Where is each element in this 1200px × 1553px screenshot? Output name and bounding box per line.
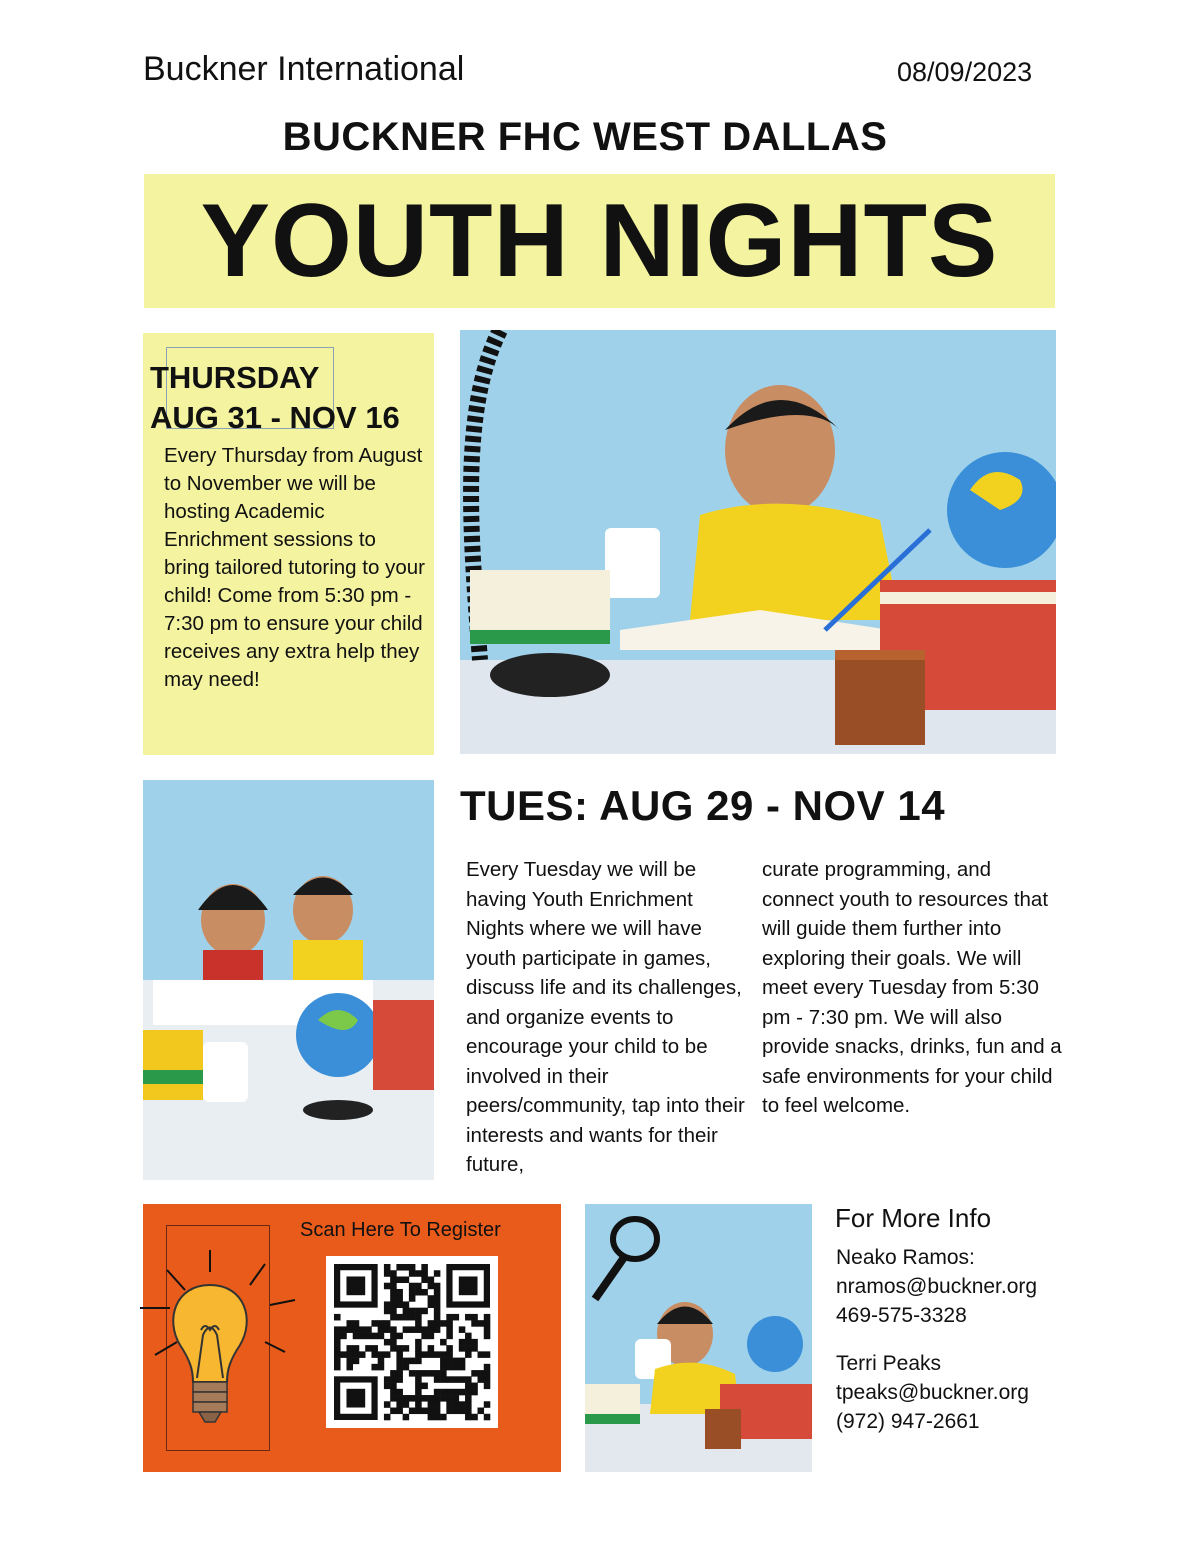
organization-name: Buckner International [143, 50, 465, 88]
flyer-subtitle: BUCKNER FHC WEST DALLAS [282, 115, 888, 159]
register-label: Scan Here To Register [300, 1219, 501, 1241]
thursday-heading-day: THURSDAY [150, 360, 320, 395]
contact1-email[interactable]: nramos@buckner.org [836, 1275, 1038, 1298]
contact1-name: Neako Ramos: [836, 1246, 975, 1269]
contact2-name: Terri Peaks [836, 1352, 942, 1375]
tuesday-heading: TUES: AUG 29 - NOV 14 [460, 782, 946, 829]
thursday-heading [150, 358, 400, 438]
flyer-date: 08/09/2023 [897, 57, 1033, 87]
boy-drinking-photo [585, 1204, 812, 1472]
contact1-phone[interactable]: 469-575-3328 [836, 1304, 967, 1327]
thursday-description: Every Thursday from August to November we will be hosting Academic Enrichment sessions to bring tailored tutoring to your child! Come from 5:30 pm - 7:30 pm to ensure your child receives any extra help they may need! [164, 444, 425, 691]
tuesday-description-col1: Every Tuesday we will be having Youth Enrichment Nights where we will have youth participate in games, discuss life and its challenges, and organize events to encourage your child to be involved in their peers/community, tap into their interests and wants for their future, [466, 858, 745, 1176]
flyer-title: YOUTH NIGHTS [200, 183, 999, 299]
register-qr-code[interactable] [326, 1256, 498, 1428]
contact2-phone[interactable]: (972) 947-2661 [836, 1410, 980, 1433]
contact2-email[interactable]: tpeaks@buckner.org [836, 1381, 1029, 1404]
tuesday-description-col2: curate programming, and connect youth to resources that will guide them further into exploring their goals. We will meet every Tuesday from 5:30 pm - 7:30 pm. We will also provide snacks, drinks, fun and a safe environments for your child to feel welcome. [762, 858, 1062, 1117]
more-info-heading: For More Info [835, 1203, 992, 1233]
thursday-heading-dates: AUG 31 - NOV 16 [150, 400, 400, 435]
lightbulb-icon [135, 1250, 300, 1430]
boy-studying-photo [460, 330, 1056, 754]
kids-drawing-photo [143, 780, 434, 1180]
